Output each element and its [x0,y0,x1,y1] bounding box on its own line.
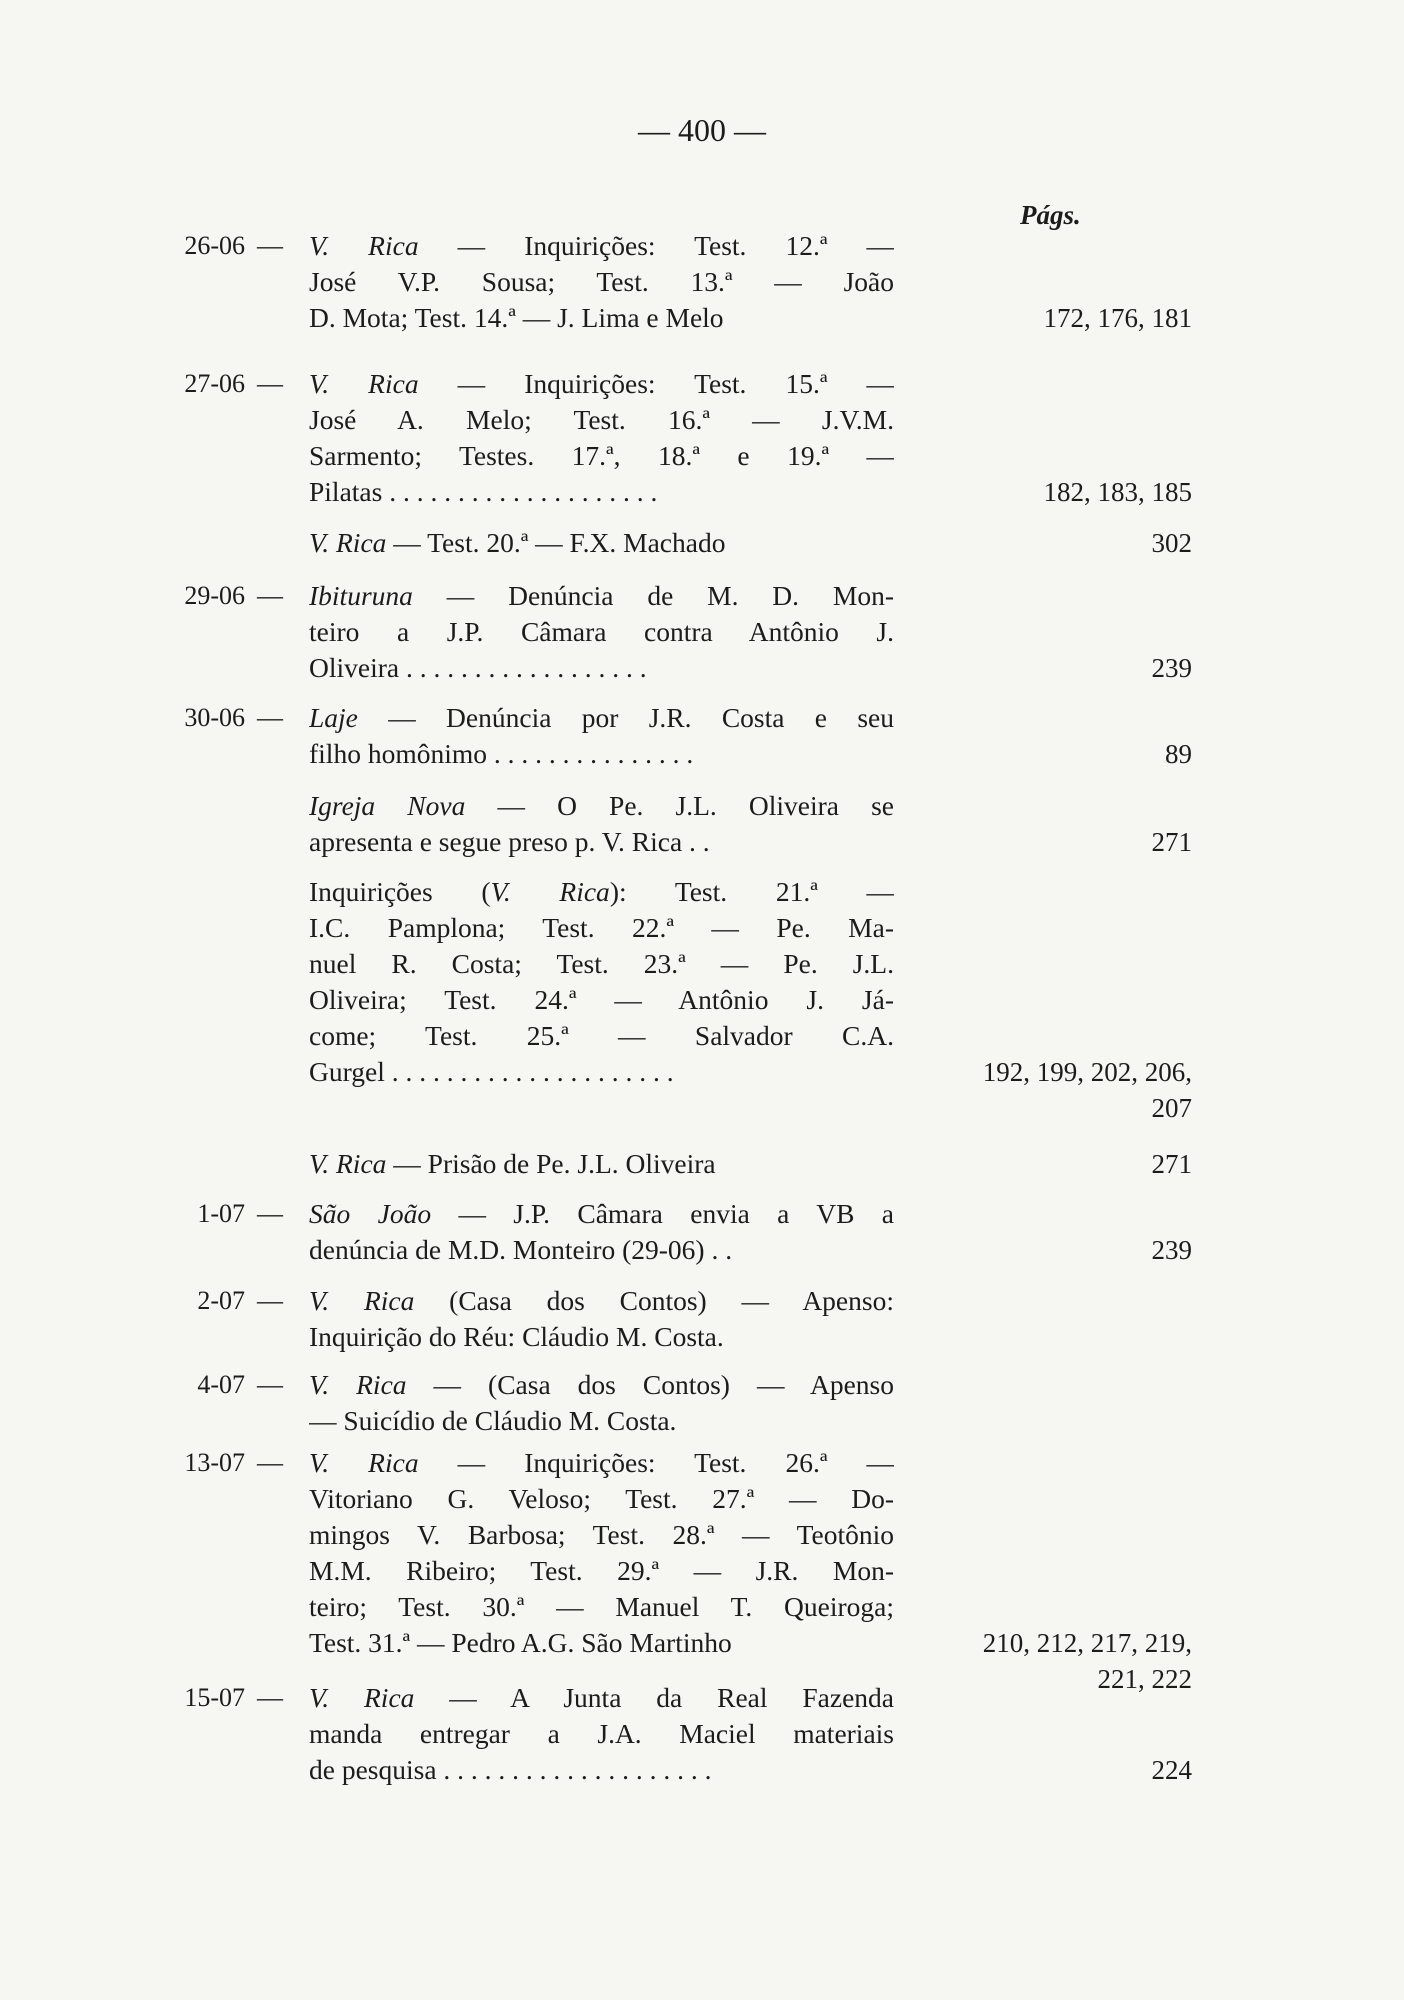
entry-page-refs [900,1445,1192,1697]
page-ref-line: 210, 212, 217, 219, [982,1628,1192,1658]
entry-text-line: denúncia de M.D. Monteiro (29-06) . . [309,1234,733,1265]
page-ref-line [900,402,1192,438]
entry-text-line: manda entregar a J.A. Maciel materiais [309,1718,894,1749]
entry-page-refs [900,1367,1192,1439]
entry-text-line: V. Rica (Casa dos Contos) — Apenso: [309,1285,894,1316]
page-ref-line: 239 [1151,653,1192,683]
entry-page-refs [900,1196,1192,1268]
entry-text-line: mingos V. Barbosa; Test. 28.ª — Teotônio [309,1519,894,1550]
entry-page-refs [900,228,1192,336]
entry-text-line: filho homônimo . . . . . . . . . . . . . . . [309,738,694,769]
page-ref-line: 302 [1151,528,1192,558]
entry-text [309,578,894,686]
entry-text-line: Inquirições (V. Rica): Test. 21.ª — [309,876,894,907]
entry-dash: — [257,581,283,610]
entry-text-line: Sarmento; Testes. 17.ª, 18.ª e 19.ª — [309,440,894,471]
entry-text [309,525,894,561]
entry-page-refs [900,700,1192,772]
entry-dash: — [257,231,283,260]
entry-date: 1-07 [197,1199,245,1228]
entry-text-line: de pesquisa . . . . . . . . . . . . . . . . . . . . [309,1754,712,1785]
entry-text [309,366,894,510]
page-ref-line: 207 [1151,1093,1192,1123]
entry-dash: — [257,703,283,732]
page-ref-line: 182, 183, 185 [1043,477,1192,507]
entry-text-line: V. Rica — A Junta da Real Fazenda [309,1682,894,1713]
entry-text [309,1445,894,1661]
entry-text-line: V. Rica — Inquirições: Test. 12.ª — [309,230,894,261]
entry-date: 4-07 [197,1370,245,1399]
entry-date: 27-06 [184,369,245,398]
entry-dash: — [257,1370,283,1399]
page-ref-line [900,874,1192,910]
entry-page-refs [900,1680,1192,1788]
entry-text-line: Laje — Denúncia por J.R. Costa e seu [309,702,894,733]
entry-text-line: I.C. Pamplona; Test. 22.ª — Pe. Ma- [309,912,894,943]
entry-text-line: Ibituruna — Denúncia de M. D. Mon- [309,580,894,611]
entry-page-refs [900,1146,1192,1182]
page-ref-line [900,946,1192,982]
page-ref-line [900,1481,1192,1517]
entry-text [309,1367,894,1439]
entry-text-line: V. Rica — Inquirições: Test. 26.ª — [309,1447,894,1478]
page-ref-line: 192, 199, 202, 206, [982,1057,1192,1087]
page-ref-line [900,1716,1192,1752]
entry-page-refs [900,788,1192,860]
entry-date: 29-06 [184,581,245,610]
page-ref-line: 271 [1151,827,1192,857]
entry-date: 2-07 [197,1286,245,1315]
entry-page-refs [900,366,1192,510]
page-ref-line [900,1589,1192,1625]
entry-text-line: Oliveira; Test. 24.ª — Antônio J. Já- [309,984,894,1015]
entry-text-line: José A. Melo; Test. 16.ª — J.V.M. [309,404,894,435]
page-ref-line: 224 [1151,1755,1192,1785]
entry-date: 15-07 [184,1683,245,1712]
page-ref-line [900,1403,1192,1439]
entry-dash: — [257,1199,283,1228]
entry-text [309,1146,894,1182]
entry-text-line: come; Test. 25.ª — Salvador C.A. [309,1020,894,1051]
entry-text-line: apresenta e segue preso p. V. Rica . . [309,826,710,857]
entry-page-refs [900,874,1192,1126]
page-ref-line [900,228,1192,264]
entry-text-line: Vitoriano G. Veloso; Test. 27.ª — Do- [309,1483,894,1514]
entry-text-line: D. Mota; Test. 14.ª — J. Lima e Melo [309,302,724,333]
page-ref-line [900,910,1192,946]
entry-text [309,1283,894,1355]
entry-page-refs [900,578,1192,686]
page-ref-line [900,1680,1192,1716]
page-ref-line [900,1445,1192,1481]
entry-text-line: Test. 31.ª — Pedro A.G. São Martinho [309,1627,732,1658]
page-ref-line [900,578,1192,614]
page-ref-line [900,614,1192,650]
entry-text-line: teiro a J.P. Câmara contra Antônio J. [309,616,894,647]
entry-text-line: V. Rica — (Casa dos Contos) — Apenso [309,1369,894,1400]
page-ref-line: 239 [1151,1235,1192,1265]
entry-dash: — [257,1286,283,1315]
entry-text-line: São João — J.P. Câmara envia a VB a [309,1198,894,1229]
page-ref-line [900,1018,1192,1054]
entry-text-line: José V.P. Sousa; Test. 13.ª — João [309,266,894,297]
page-ref-line [900,982,1192,1018]
entry-text-line: Pilatas . . . . . . . . . . . . . . . . . . . . [309,476,658,507]
entry-text-line: V. Rica — Prisão de Pe. J.L. Oliveira [309,1148,716,1179]
entry-text [309,874,894,1090]
page-ref-line [900,264,1192,300]
page-ref-line: 221, 222 [1097,1664,1192,1694]
page-ref-line [900,1196,1192,1232]
page-ref-line [900,1319,1192,1355]
entry-date: 13-07 [184,1448,245,1477]
entry-text [309,1196,894,1268]
entry-dash: — [257,1448,283,1477]
entry-page-refs [900,525,1192,561]
entry-dash: — [257,369,283,398]
entry-text [309,1680,894,1788]
entry-date: 30-06 [184,703,245,732]
entry-text-line: teiro; Test. 30.ª — Manuel T. Queiroga; [309,1591,894,1622]
page-ref-line [900,1283,1192,1319]
page-ref-line: 89 [1165,739,1192,769]
entry-text [309,700,894,772]
page-ref-line [900,438,1192,474]
entry-text-line: V. Rica — Inquirições: Test. 15.ª — [309,368,894,399]
page-ref-line: 271 [1151,1149,1192,1179]
page-ref-line [900,788,1192,824]
page-ref-line: 172, 176, 181 [1043,303,1192,333]
entry-dash: — [257,1683,283,1712]
entry-text-line: Inquirição do Réu: Cláudio M. Costa. [309,1321,724,1352]
page-ref-line [900,1517,1192,1553]
entry-text-line: Gurgel . . . . . . . . . . . . . . . . . . . . . [309,1056,674,1087]
entry-text-line: Igreja Nova — O Pe. J.L. Oliveira se [309,790,894,821]
pages-column-header: Págs. [1020,200,1081,230]
page-ref-line [900,1553,1192,1589]
page-ref-line [900,1367,1192,1403]
page-ref-line [900,700,1192,736]
page-number: — 400 — [638,112,766,148]
entry-text [309,228,894,336]
entry-text [309,788,894,860]
entry-text-line: — Suicídio de Cláudio M. Costa. [309,1405,677,1436]
entry-text-line: Oliveira . . . . . . . . . . . . . . . . . . [309,652,647,683]
page-ref-line [900,366,1192,402]
entry-page-refs [900,1283,1192,1355]
entry-text-line: M.M. Ribeiro; Test. 29.ª — J.R. Mon- [309,1555,894,1586]
entry-date: 26-06 [184,231,245,260]
entry-text-line: V. Rica — Test. 20.ª — F.X. Machado [309,527,726,558]
entry-text-line: nuel R. Costa; Test. 23.ª — Pe. J.L. [309,948,894,979]
